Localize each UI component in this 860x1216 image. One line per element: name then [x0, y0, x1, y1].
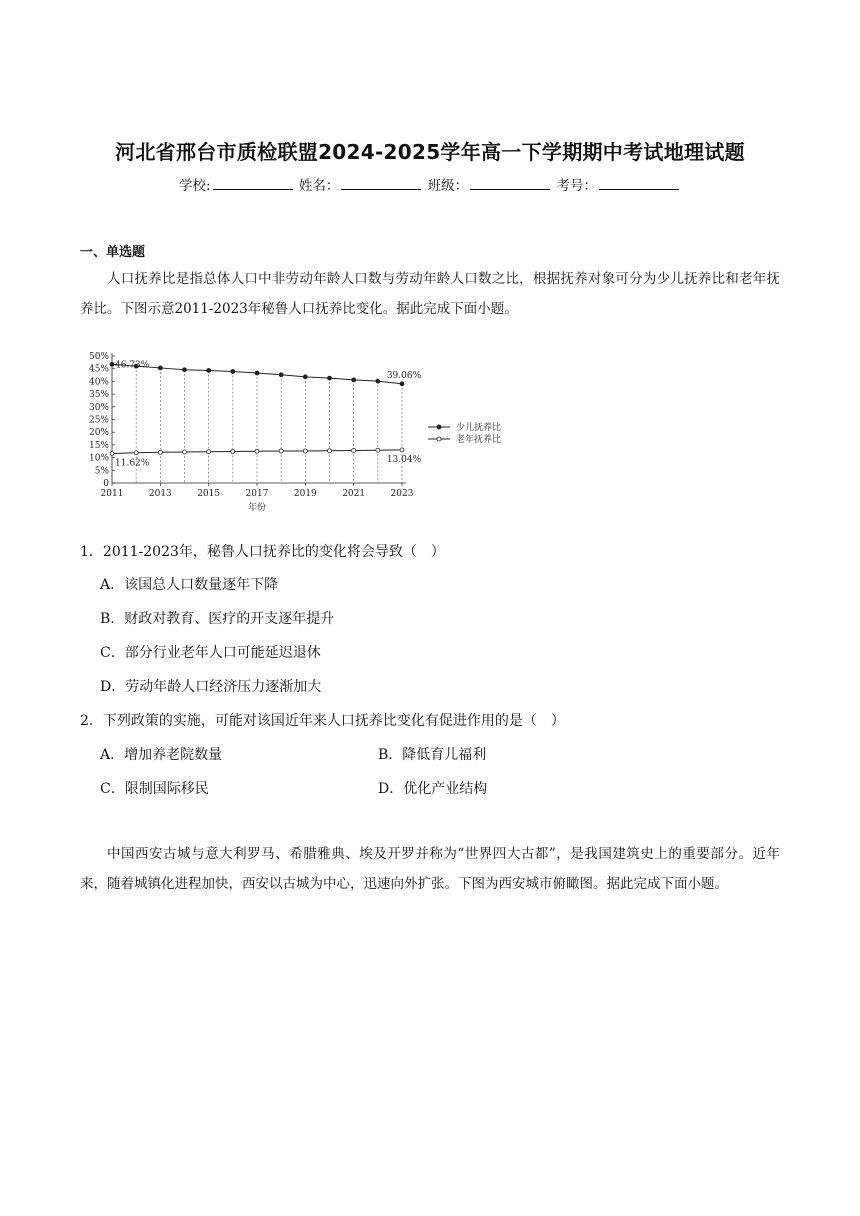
- number-blank[interactable]: [599, 177, 679, 190]
- intro-paragraph-2: 中国西安古城与意大利罗马、希腊雅典、埃及开罗并称为“世界四大古都”，是我国建筑史上的重要部分。近年来，随着城镇化进程加快，西安以古城为中心，迅速向外扩张。下图为西安城市俯瞰图。据此完成下面小题。: [80, 846, 780, 892]
- legend-label: 少儿抚养比: [456, 423, 502, 433]
- data-point: [110, 451, 114, 455]
- data-point: [328, 376, 332, 380]
- data-point: [352, 448, 356, 452]
- data-point: [279, 373, 283, 377]
- question-1-stem: 1．2011-2023年，秘鲁人口抚养比的变化将会导致（ ）: [80, 544, 445, 560]
- question-1-option-a[interactable]: A．该国总人口数量逐年下降: [100, 577, 279, 593]
- data-label: 11.62%: [115, 458, 150, 469]
- legend-marker: [437, 425, 441, 429]
- dependency-ratio-chart: [80, 345, 540, 515]
- data-label: 39.06%: [386, 370, 422, 381]
- question-2-option-a[interactable]: A．增加养老院数量: [100, 747, 223, 763]
- x-tick-label: 2015: [197, 489, 221, 499]
- question-2-stem: 2．下列政策的实施，可能对该国近年来人口抚养比变化有促进作用的是（ ）: [80, 713, 565, 729]
- y-tick-label: 40%: [88, 377, 109, 388]
- class-label: 班级：: [427, 178, 469, 194]
- x-axis-label: 年份: [247, 503, 267, 513]
- y-tick-label: 30%: [88, 402, 109, 413]
- question-2-option-c[interactable]: C．限制国际移民: [100, 781, 209, 797]
- data-point: [158, 450, 162, 454]
- intro-paragraph-1: 人口抚养比是指总体人口中非劳动年龄人口数与劳动年龄人口数之比，根据抚养对象可分为少儿抚养比和老年抚养比。下图示意2011-2023年秘鲁人口抚养比变化。据此完成下面小题。: [80, 271, 780, 317]
- data-point: [207, 450, 211, 454]
- name-blank[interactable]: [341, 177, 421, 190]
- data-point: [183, 450, 187, 454]
- data-point: [400, 382, 404, 386]
- x-tick-label: 2019: [293, 489, 317, 499]
- page-title: 河北省邢台市质检联盟2024-2025学年高一下学期期中考试地理试题: [115, 140, 745, 164]
- school-blank[interactable]: [213, 177, 293, 190]
- question-1-option-c[interactable]: C．部分行业老年人口可能延迟退休: [100, 645, 321, 661]
- y-tick-label: 50%: [88, 352, 109, 362]
- question-1-option-d[interactable]: D．劳动年龄人口经济压力逐渐加大: [100, 679, 322, 695]
- data-point: [279, 449, 283, 453]
- x-tick-label: 2021: [342, 489, 366, 499]
- y-tick-label: 10%: [88, 453, 109, 464]
- data-point: [255, 449, 259, 453]
- y-tick-label: 35%: [88, 390, 109, 401]
- data-point: [110, 362, 114, 366]
- legend-label: 老年抚养比: [456, 435, 502, 445]
- y-tick-label: 15%: [88, 440, 109, 451]
- question-1-option-b[interactable]: B．财政对教育、医疗的开支逐年提升: [100, 611, 335, 627]
- y-tick-label: 0: [103, 479, 109, 489]
- data-point: [183, 368, 187, 372]
- data-point: [400, 448, 404, 452]
- data-point: [376, 379, 380, 383]
- class-blank[interactable]: [470, 177, 550, 190]
- x-tick-label: 2017: [245, 489, 269, 499]
- student-info-line: [0, 174, 860, 194]
- y-tick-label: 25%: [88, 415, 109, 426]
- data-point: [158, 366, 162, 370]
- question-2-option-d[interactable]: D．优化产业结构: [378, 781, 488, 797]
- y-tick-label: 20%: [88, 428, 109, 439]
- name-label: 姓名：: [298, 178, 340, 194]
- data-point: [328, 449, 332, 453]
- data-point: [255, 371, 259, 375]
- y-tick-label: 45%: [88, 364, 109, 375]
- school-label: 学校:: [179, 178, 211, 194]
- data-label: 13.04%: [386, 454, 422, 465]
- data-point: [134, 451, 138, 455]
- y-tick-label: 5%: [94, 466, 109, 477]
- section-heading: 一、单选题: [80, 245, 146, 260]
- data-point: [231, 450, 235, 454]
- data-point: [207, 368, 211, 372]
- data-point: [376, 448, 380, 452]
- data-label: 46.73%: [115, 360, 150, 371]
- x-tick-label: 2023: [390, 489, 414, 499]
- x-tick-label: 2013: [148, 489, 172, 499]
- x-tick-label: 2011: [100, 489, 124, 499]
- data-point: [352, 378, 356, 382]
- data-point: [303, 449, 307, 453]
- legend-marker: [437, 437, 441, 441]
- data-point: [303, 375, 307, 379]
- data-point: [231, 369, 235, 373]
- number-label: 考号：: [556, 178, 597, 194]
- question-2-option-b[interactable]: B．降低育儿福利: [378, 747, 487, 763]
